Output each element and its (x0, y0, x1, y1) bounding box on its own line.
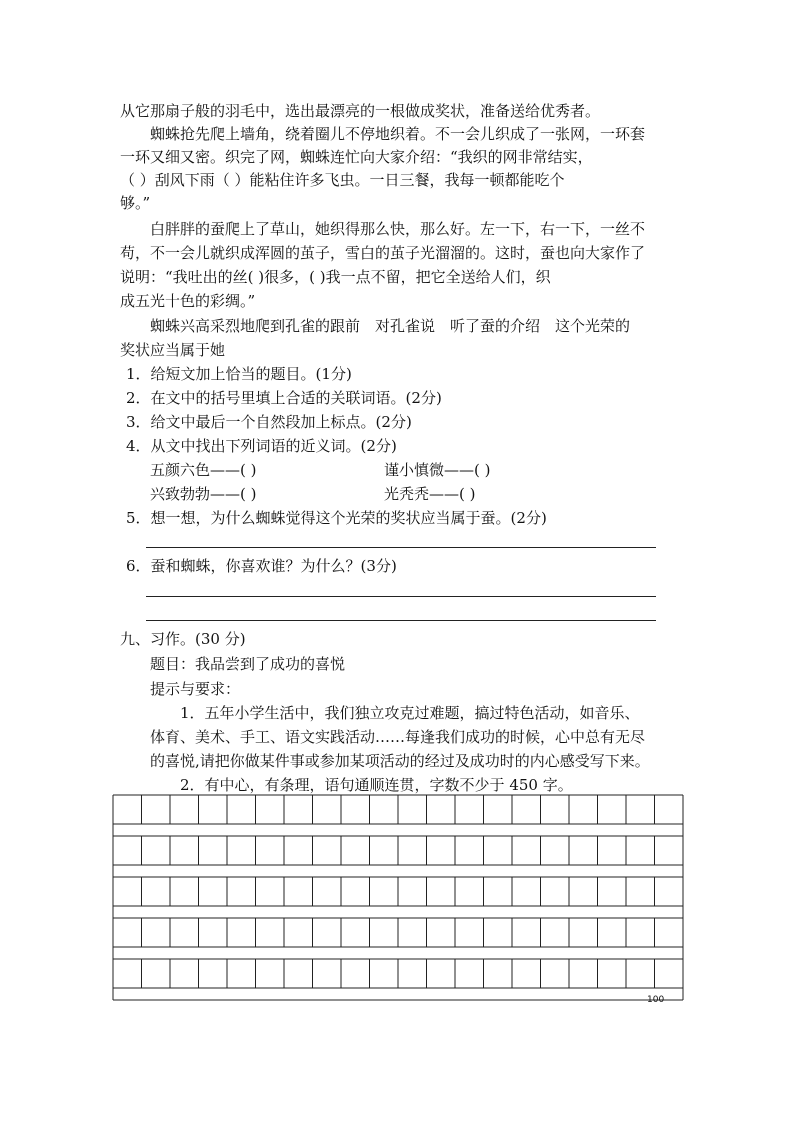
synonym-item: 兴致勃勃——( ) (150, 485, 257, 503)
synonym-item: 光秃秃——( ) (384, 485, 476, 503)
story-line: 一环又细又密。织完了网，蜘蛛连忙向大家介绍：“我织的网非常结实， (120, 148, 593, 166)
story-line: 成五光十色的彩绸。” (120, 292, 256, 310)
synonym-item: 谨小慎微——( ) (384, 461, 491, 479)
story-line: 白胖胖的蚕爬上了草山，她织得那么快，那么好。左一下，右一下，一丝不 (150, 220, 646, 238)
answer-line[interactable] (146, 596, 656, 597)
question-2: 2．在文中的括号里填上合适的关联词语。(2分) (126, 389, 442, 407)
story-line: 够。” (120, 194, 151, 212)
question-5: 5．想一想，为什么蜘蛛觉得这个光荣的奖状应当属于蚕。(2分) (126, 509, 547, 527)
requirement-text: 的喜悦,请把你做某件事或参加某项活动的经过及成功时的内心感受写下来。 (150, 752, 650, 770)
story-line: 苟，不一会儿就织成浑圆的茧子，雪白的茧子光溜溜的。这时，蚕也向大家作了 (120, 244, 646, 262)
story-line: 从它那扇子般的羽毛中，选出最漂亮的一根做成奖状，准备送给优秀者。 (120, 102, 601, 120)
story-line: 蜘蛛兴高采烈地爬到孔雀的跟前 对孔雀说 听了蚕的介绍 这个光荣的 (150, 317, 631, 335)
composition-topic: 题目：我品尝到了成功的喜悦 (150, 655, 346, 673)
answer-line[interactable] (146, 547, 656, 548)
question-4: 4．从文中找出下列词语的近义词。(2分) (126, 437, 397, 455)
synonym-item: 五颜六色——( ) (150, 461, 257, 479)
question-1: 1．给短文加上恰当的题目。(1分) (126, 365, 352, 383)
requirement-text: 体育、美术、手工、语文实践活动……每逢我们成功的时候，心中总有无尽 (150, 728, 646, 746)
story-line: （ ）刮风下雨（ ）能粘住许多飞虫。一日三餐，我每一顿都能吃个 (120, 171, 565, 189)
requirement-text: 1．五年小学生活中，我们独立攻克过难题，搞过特色活动，如音乐、 (180, 704, 640, 722)
question-3: 3．给文中最后一个自然段加上标点。(2分) (126, 413, 412, 431)
story-line: 蜘蛛抢先爬上墙角，绕着圈儿不停地织着。不一会儿织成了一张网，一环套 (150, 125, 646, 143)
story-line: 说明：“我吐出的丝( )很多，( )我一点不留，把它全送给人们，织 (120, 268, 551, 286)
requirements-title: 提示与要求： (150, 680, 241, 698)
word-count-mark: 100 (647, 995, 665, 1005)
requirement-text: 2．有中心，有条理，语句通顺连贯，字数不少于 450 字。 (180, 776, 573, 794)
answer-line[interactable] (146, 620, 656, 621)
question-6: 6．蚕和蜘蛛，你喜欢谁？为什么？(3分) (126, 557, 397, 575)
writing-grid[interactable] (112, 794, 684, 1008)
section-heading: 九、习作。(30 分) (120, 630, 246, 648)
story-line: 奖状应当属于她 (120, 341, 226, 359)
